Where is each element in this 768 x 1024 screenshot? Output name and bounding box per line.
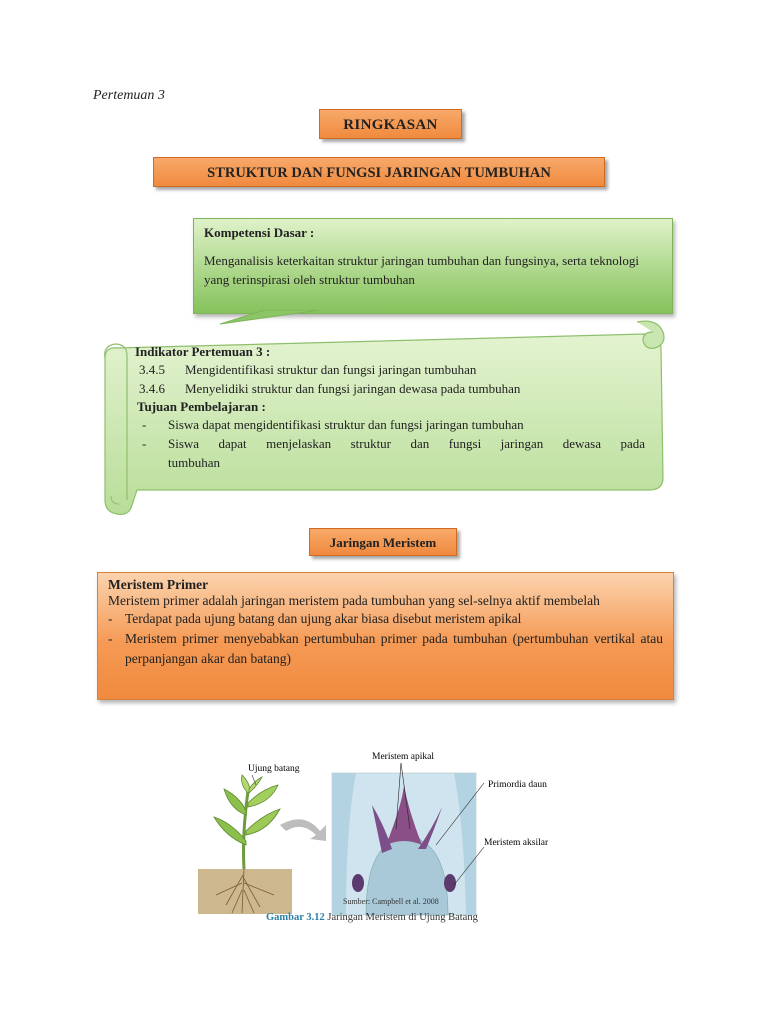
meeting-label: Pertemuan 3 <box>93 88 165 103</box>
meristem-primer-box <box>97 572 674 700</box>
tujuan-item <box>135 434 645 472</box>
indikator-text: Menyelidiki struktur dan fungsi jaringan dewasa pada tumbuhan <box>185 381 521 396</box>
bullet-dash: - <box>108 631 113 646</box>
arrow-icon <box>280 819 326 841</box>
indikator-heading: Indikator Pertemuan 3 : <box>135 344 271 359</box>
figure-label-meristem-aksilar: Meristem aksilar <box>484 838 549 848</box>
meristem-point-text: Terdapat pada ujung batang dan ujung akar biasa disebut meristem apikal <box>125 611 522 626</box>
caption-label: Gambar 3.12 <box>266 912 325 923</box>
meristem-point-text: Meristem primer menyebabkan pertumbuhan primer pada tumbuhan (pertumbuhan vertikal atau perpanjangan akar dan batang) <box>125 631 663 666</box>
indikator-item <box>135 360 645 379</box>
kompetensi-text: Menganalisis keterkaitan struktur jaringan tumbuhan dan fungsinya, serta teknologi yang terinspirasi oleh struktur tumbuhan <box>204 253 640 287</box>
caption-text: Jaringan Meristem di Ujung Batang <box>327 912 478 923</box>
tujuan-text: Siswa dapat mengidentifikasi struktur dan fungsi jaringan tumbuhan <box>168 417 524 432</box>
kompetensi-dasar-box <box>193 218 673 314</box>
bullet-dash: - <box>142 436 147 451</box>
bullet-dash: - <box>142 417 147 432</box>
tujuan-text: Siswa dapat menjelaskan struktur dan fungsi jaringan dewasa pada tumbuhan <box>168 436 645 470</box>
indikator-number: 3.4.6 <box>139 381 165 396</box>
meristem-point <box>108 609 663 629</box>
figure-label-meristem-apikal: Meristem apikal <box>372 752 434 762</box>
figure-label-primordia-daun: Primordia daun <box>488 780 547 790</box>
figure-caption <box>266 912 478 923</box>
tujuan-item <box>135 415 645 434</box>
kompetensi-heading: Kompetensi Dasar : <box>204 225 315 240</box>
bullet-dash: - <box>108 611 113 626</box>
indikator-text: Mengidentifikasi struktur dan fungsi jaringan tumbuhan <box>185 362 477 377</box>
chapter-subtitle: STRUKTUR DAN FUNGSI JARINGAN TUMBUHAN <box>153 157 605 187</box>
figure-source: Sumber: Campbell et al. 2008 <box>343 897 439 906</box>
scroll-content <box>135 344 645 472</box>
summary-title: RINGKASAN <box>319 109 462 139</box>
indikator-number: 3.4.5 <box>139 362 165 377</box>
plant-illustration <box>214 775 280 869</box>
tujuan-heading: Tujuan Pembelajaran : <box>137 399 266 414</box>
meristem-point <box>108 629 663 669</box>
meristem-primer-heading: Meristem Primer <box>108 577 209 592</box>
section-label: Jaringan Meristem <box>309 528 457 556</box>
indikator-item <box>135 379 645 398</box>
meristem-primer-definition: Meristem primer adalah jaringan meristem pada tumbuhan yang sel-selnya aktif membelah <box>108 593 600 608</box>
figure-label-ujung-batang: Ujung batang <box>248 764 300 774</box>
